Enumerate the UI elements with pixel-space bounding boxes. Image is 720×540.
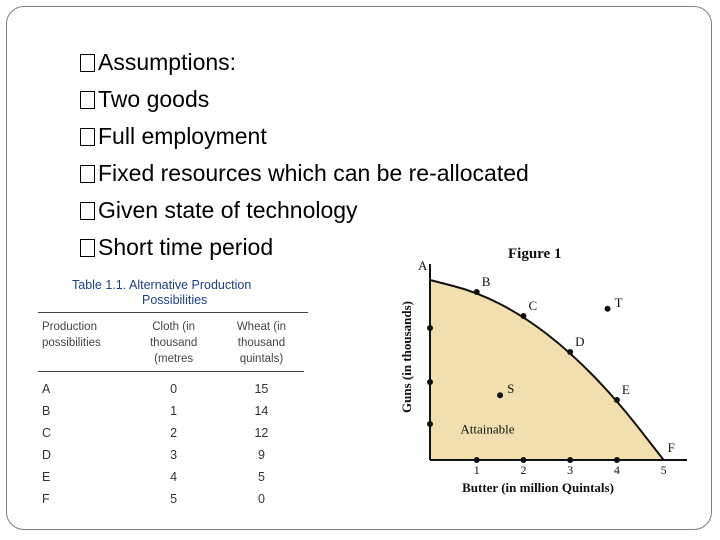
table-row bbox=[38, 466, 304, 488]
x-tick-label: 2 bbox=[520, 463, 527, 477]
cell-cloth: 0 bbox=[170, 382, 178, 396]
cell-label: B bbox=[42, 404, 51, 418]
curve-point bbox=[614, 397, 620, 403]
x-axis-label: Butter (in million Quintals) bbox=[462, 480, 614, 495]
x-tick-label: 5 bbox=[660, 463, 667, 477]
curve-point bbox=[567, 349, 573, 355]
checkbox-icon bbox=[80, 202, 95, 220]
bullet-text: Full employment bbox=[98, 123, 267, 149]
table-caption-line2: Possibilities bbox=[142, 293, 208, 307]
bullet-item bbox=[80, 118, 529, 155]
y-axis-dot bbox=[427, 325, 433, 331]
bullet-item bbox=[80, 81, 529, 118]
bullet-text: Two goods bbox=[98, 86, 210, 112]
checkbox-icon bbox=[80, 239, 95, 257]
cell-label: D bbox=[42, 448, 52, 462]
checkbox-icon bbox=[80, 165, 95, 183]
header-line: (metres bbox=[154, 353, 194, 365]
header-line: thousand bbox=[237, 337, 286, 349]
cell-cloth: 4 bbox=[170, 470, 178, 484]
header-line: possibilities bbox=[42, 337, 101, 349]
bullet-text: Assumptions: bbox=[98, 49, 237, 75]
header-line: Wheat (in bbox=[236, 321, 287, 333]
curve-point-label: F bbox=[667, 440, 675, 455]
cell-cloth: 5 bbox=[170, 492, 178, 506]
bullet-text: Fixed resources which can be re-allocated bbox=[98, 160, 529, 186]
cell-wheat: 14 bbox=[254, 404, 269, 418]
curve-point bbox=[520, 313, 526, 319]
cell-label: A bbox=[42, 382, 51, 396]
table-header-row bbox=[38, 313, 304, 372]
table-row bbox=[38, 372, 304, 401]
cell-wheat: 0 bbox=[257, 492, 265, 506]
checkbox-icon bbox=[80, 91, 95, 109]
header-line: thousand bbox=[149, 337, 198, 349]
chart-plot bbox=[418, 258, 687, 477]
bullet-item bbox=[80, 44, 529, 81]
chart-title: Figure 1 bbox=[508, 246, 562, 262]
cell-label: F bbox=[42, 492, 50, 506]
table-row bbox=[38, 422, 304, 444]
table-row bbox=[38, 488, 304, 510]
extra-point bbox=[605, 306, 611, 312]
attainable-label: Attainable bbox=[460, 421, 515, 437]
checkbox-icon bbox=[80, 54, 95, 72]
curve-point-label: A bbox=[418, 258, 428, 273]
y-axis-dot bbox=[427, 379, 433, 385]
header-wheat bbox=[219, 313, 304, 372]
production-table-figure bbox=[38, 278, 308, 510]
ppf-chart bbox=[310, 232, 690, 507]
curve-point-label: B bbox=[481, 274, 491, 289]
cell-wheat: 12 bbox=[254, 426, 269, 440]
x-tick-label: 4 bbox=[613, 463, 620, 477]
bullet-text: Short time period bbox=[98, 234, 274, 260]
y-axis-dot bbox=[427, 421, 433, 427]
cell-cloth: 1 bbox=[170, 404, 178, 418]
cell-cloth: 3 bbox=[170, 448, 178, 462]
extra-point-label: S bbox=[507, 381, 515, 397]
y-axis-label: Guns (in thousands) bbox=[399, 301, 414, 413]
bullet-text: Given state of technology bbox=[98, 197, 358, 223]
header-line: quintals) bbox=[239, 353, 284, 365]
bullet-item bbox=[80, 192, 529, 229]
extra-point-label: T bbox=[614, 294, 623, 310]
curve-point-label: D bbox=[575, 334, 585, 349]
cell-label: C bbox=[42, 426, 52, 440]
production-table bbox=[38, 313, 304, 510]
bullet-item bbox=[80, 155, 529, 192]
table-row bbox=[38, 444, 304, 466]
table-caption bbox=[72, 278, 308, 308]
cell-wheat: 15 bbox=[254, 382, 269, 396]
curve-point bbox=[474, 289, 480, 295]
cell-wheat: 5 bbox=[257, 470, 265, 484]
table-caption-line1: Table 1.1. Alternative Production bbox=[72, 278, 252, 292]
header-line: Production bbox=[42, 321, 97, 333]
x-tick-label: 3 bbox=[567, 463, 574, 477]
cell-label: E bbox=[42, 470, 51, 484]
header-production bbox=[38, 313, 128, 372]
header-cloth bbox=[128, 313, 218, 372]
extra-point bbox=[497, 392, 503, 398]
table-row bbox=[38, 400, 304, 422]
checkbox-icon bbox=[80, 128, 95, 146]
cell-cloth: 2 bbox=[170, 426, 178, 440]
curve-point-label: C bbox=[528, 298, 538, 313]
header-line: Cloth (in bbox=[152, 321, 196, 333]
x-tick-label: 1 bbox=[473, 463, 480, 477]
curve-point-label: E bbox=[621, 382, 630, 397]
cell-wheat: 9 bbox=[257, 448, 265, 462]
